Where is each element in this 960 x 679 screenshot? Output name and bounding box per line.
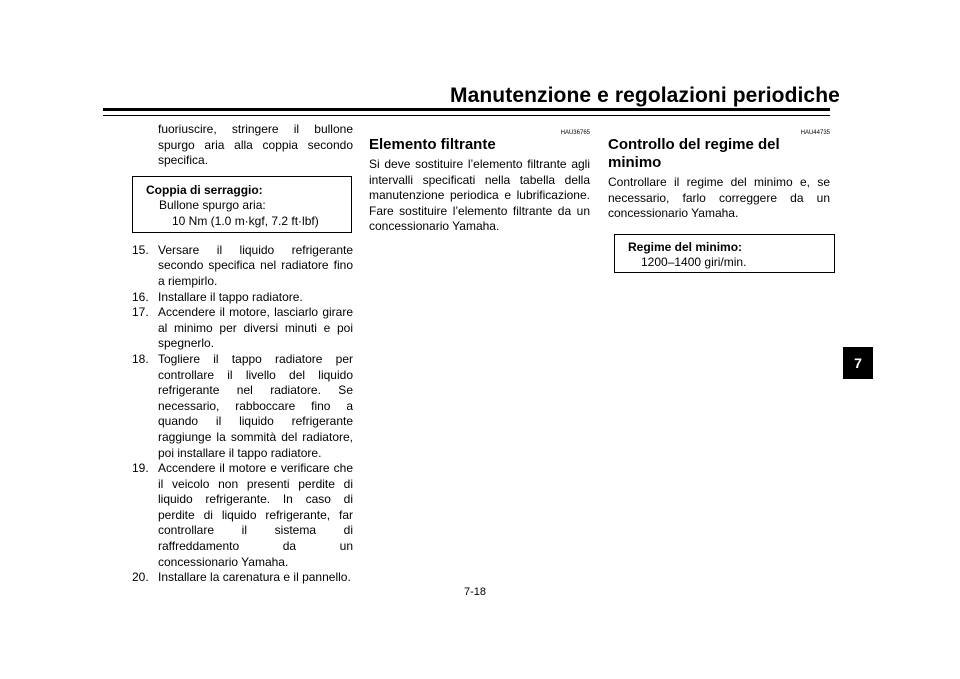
- idle-box-title: Regime del minimo:: [628, 239, 743, 254]
- list-item: [132, 290, 353, 306]
- step-number: 15.: [132, 242, 149, 257]
- section-body: Controllare il regime del minimo e, se necessario, farlo correggere da un concessionario Yamaha.: [608, 175, 830, 221]
- step-number: 17.: [132, 305, 149, 320]
- list-item: [132, 570, 353, 586]
- step-number: 18.: [132, 351, 149, 366]
- section-heading-idle-speed: Controllo del regime del minimo: [608, 136, 780, 171]
- header-rule: [103, 108, 830, 111]
- middle-column: [369, 126, 590, 235]
- step-number: 19.: [132, 461, 149, 476]
- step-text: Accendere il motore, lasciarlo girare al minimo per diversi minuti e poi spegnerlo.: [158, 305, 353, 351]
- step-text: Versare il liquido refrigerante secondo specifica nel radiatore fino a riempirlo.: [158, 242, 353, 288]
- intro-paragraph: fuoriuscire, stringere il bullone spurgo aria alla coppia secondo specifica.: [158, 122, 353, 168]
- step-text: Togliere il tappo radiatore per controllare il livello del liquido refrigerante nel radiatore. Se necessario, rabboccare fino a quando il liquido refrigerante raggiunge la sommità del radiatore, poi installare il tappo radiatore.: [158, 351, 353, 460]
- list-item: [132, 352, 353, 461]
- torque-box-title: Coppia di serraggio:: [146, 182, 263, 197]
- header-rule-thin: [103, 115, 830, 116]
- page-title: Manutenzione e regolazioni periodiche: [450, 84, 840, 107]
- left-column: [132, 122, 353, 586]
- section-heading-air-filter: Elemento filtrante: [369, 136, 496, 153]
- idle-box-value: 1200–1400 giri/min.: [641, 255, 747, 270]
- section-code: HAU36765: [560, 130, 590, 136]
- step-text: Accendere il motore e verificare che il veicolo non presenti perdite di liquido refrigerante. In caso di perdite di liquido refrigerante, far controllare il sistema di raffreddamento da un concessionario Yamaha.: [158, 461, 353, 569]
- idle-speed-box: [614, 234, 835, 273]
- step-text: Installare il tappo radiatore.: [158, 289, 303, 304]
- list-item: [132, 305, 353, 352]
- torque-box-line1: Bullone spurgo aria:: [159, 198, 266, 213]
- page-number: 7-18: [463, 586, 487, 598]
- steps-list: [132, 243, 353, 586]
- step-text: Installare la carenatura e il pannello.: [158, 570, 351, 585]
- section-code: HAU44735: [800, 130, 830, 136]
- step-number: 16.: [132, 289, 149, 304]
- section-body: Si deve sostituire l’elemento filtrante agli intervalli specificati nella tabella della manutenzione periodica e lubrificazione. Fare sostituire l’elemento filtrante da un concessionario Yamaha.: [369, 157, 590, 234]
- list-item: [132, 243, 353, 290]
- list-item: [132, 461, 353, 570]
- chapter-tab: 7: [843, 347, 873, 379]
- torque-box-line2: 10 Nm (1.0 m·kgf, 7.2 ft·lbf): [172, 213, 319, 228]
- right-column: [608, 126, 830, 273]
- torque-spec-box: [132, 176, 352, 233]
- step-number: 20.: [132, 570, 149, 585]
